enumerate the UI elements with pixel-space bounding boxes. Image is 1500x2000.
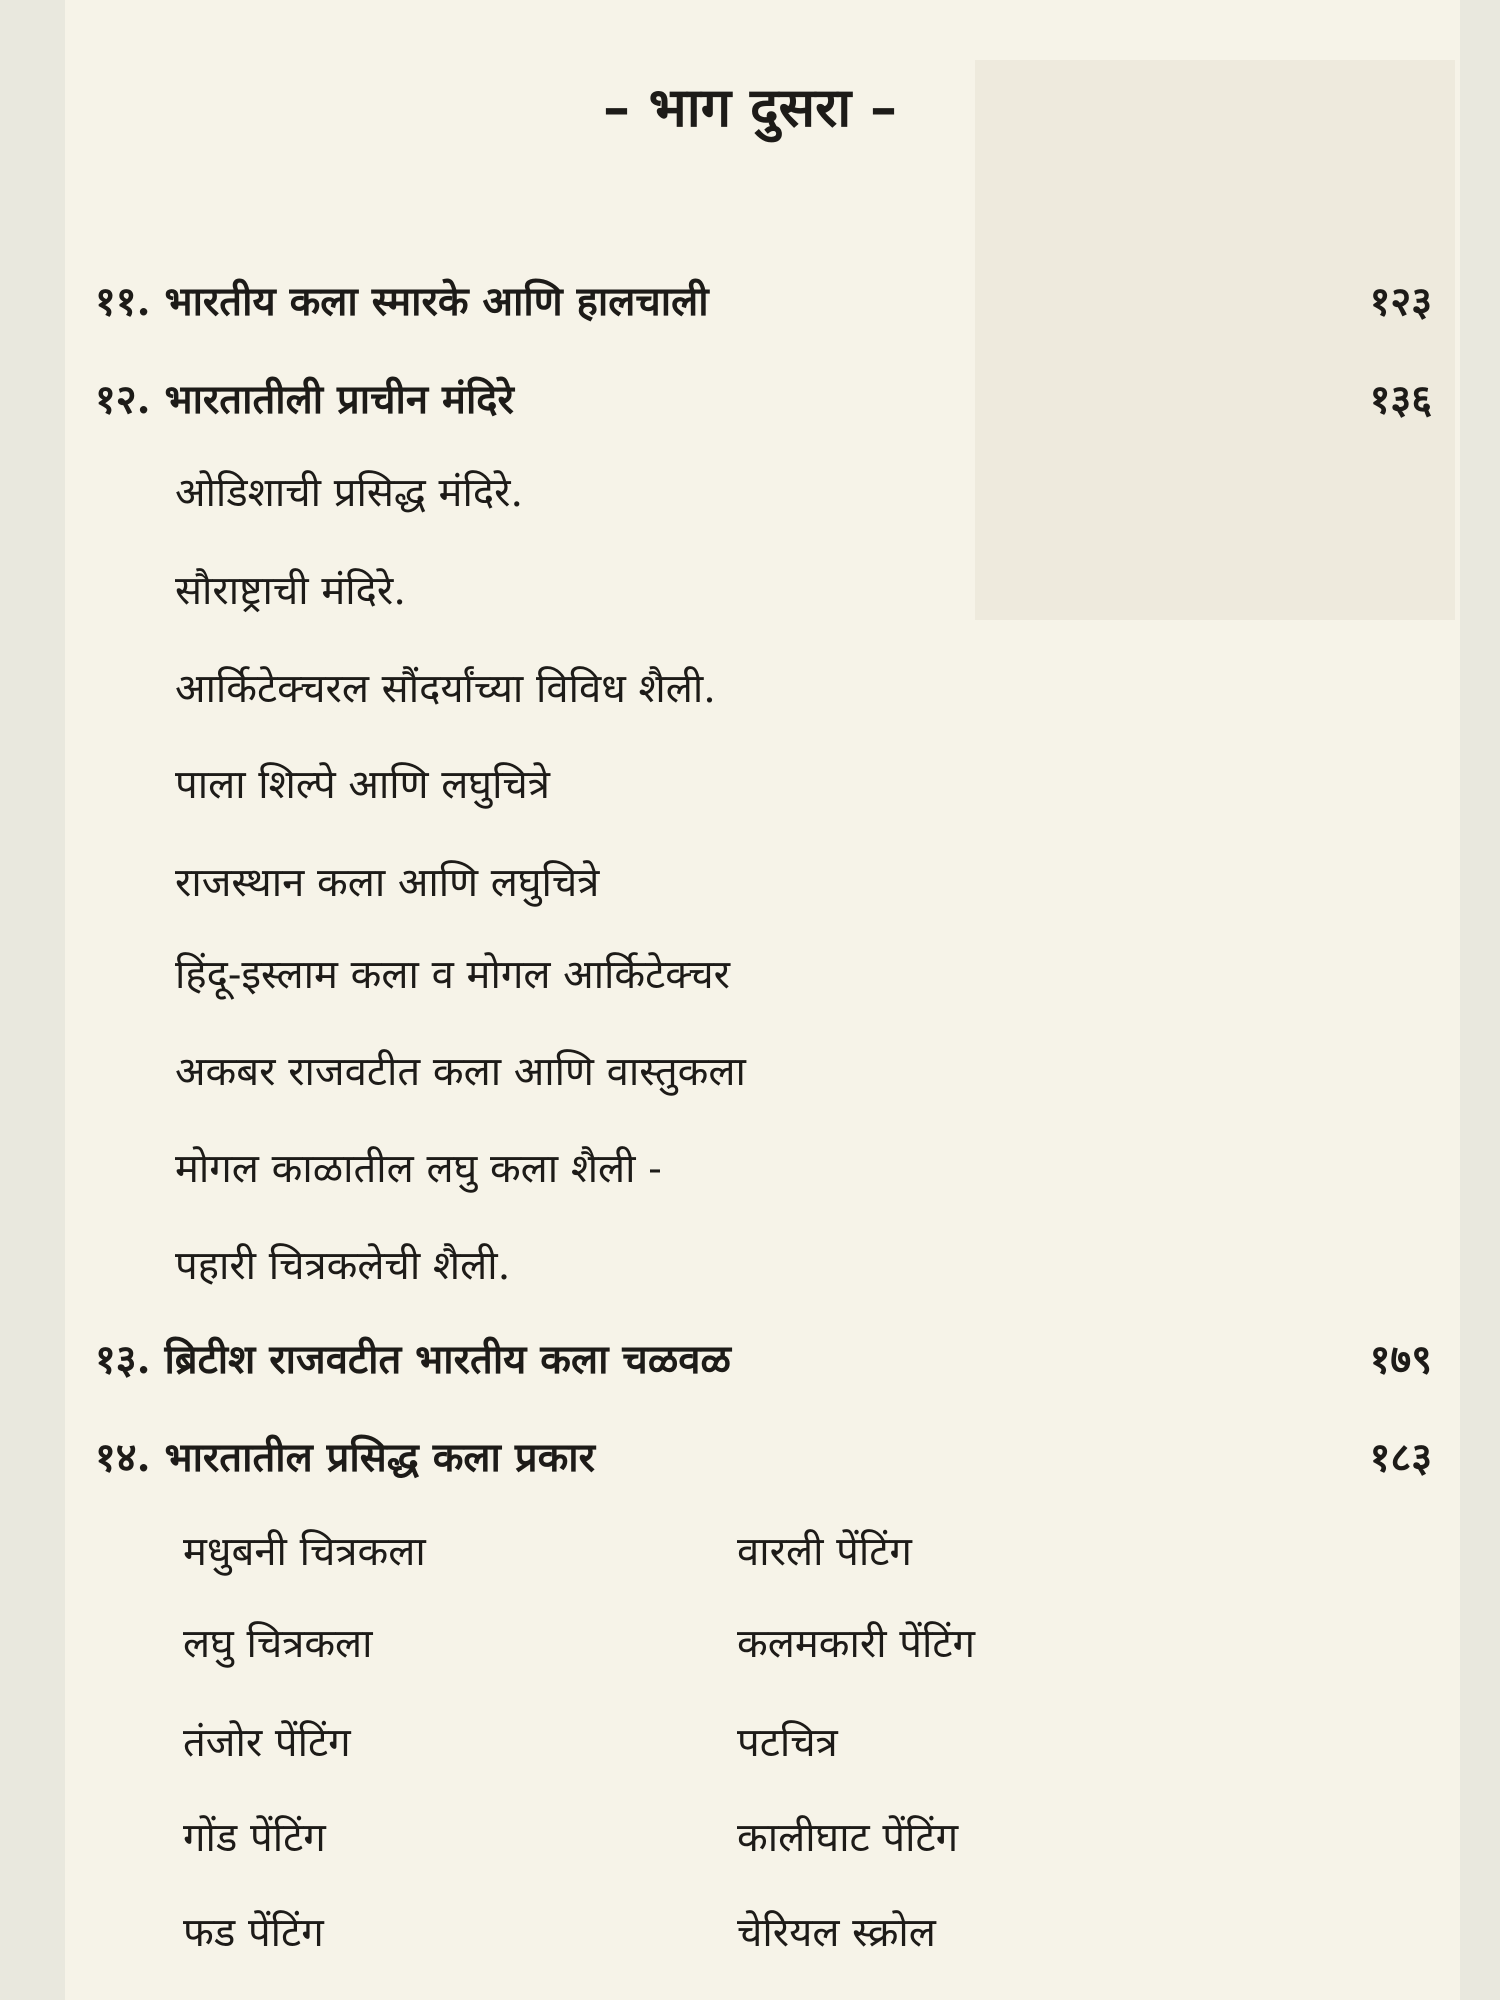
sub-topic: ओडिशाची प्रसिद्ध मंदिरे. — [175, 470, 524, 516]
chapter-title: ११. भारतीय कला स्मारके आणि हालचाली — [95, 278, 709, 325]
sub-topic: राजस्थान कला आणि लघुचित्रे — [175, 860, 600, 906]
part-heading: – भाग दुसरा – — [603, 75, 897, 139]
art-form-item: लघु चित्रकला — [183, 1621, 373, 1667]
art-form-item: चेरियल स्क्रोल — [737, 1910, 936, 1956]
chapter-page-number: १७९ — [1369, 1336, 1432, 1383]
art-form-item: पटचित्र — [737, 1720, 838, 1766]
chapter-page-number: १३६ — [1369, 376, 1432, 423]
art-form-item: वारली पेंटिंग — [737, 1529, 912, 1575]
chapter-page-number: १८३ — [1369, 1434, 1432, 1481]
sub-topic: आर्किटेक्चरल सौंदर्यांच्या विविध शैली. — [175, 666, 716, 712]
art-form-item: कलमकारी पेंटिंग — [737, 1621, 976, 1667]
art-form-item: गोंड पेंटिंग — [183, 1815, 326, 1861]
chapter-title: १४. भारतातील प्रसिद्ध कला प्रकार — [95, 1434, 596, 1481]
sub-topic: हिंदू-इस्लाम कला व मोगल आर्किटेक्चर — [175, 952, 731, 998]
sub-topic: मोगल काळातील लघु कला शैली - — [175, 1146, 662, 1192]
chapter-page-number: १२३ — [1369, 278, 1432, 325]
sub-topic: सौराष्ट्राची मंदिरे. — [175, 568, 406, 614]
chapter-title: १३. ब्रिटीश राजवटीत भारतीय कला चळवळ — [95, 1336, 731, 1383]
sub-topic: अकबर राजवटीत कला आणि वास्तुकला — [175, 1049, 746, 1095]
art-form-item: तंजोर पेंटिंग — [183, 1720, 351, 1766]
sub-topic: पाला शिल्पे आणि लघुचित्रे — [175, 762, 550, 808]
sub-topic: पहारी चित्रकलेची शैली. — [175, 1243, 511, 1289]
art-form-item: कालीघाट पेंटिंग — [737, 1815, 959, 1861]
chapter-title: १२. भारतातीली प्राचीन मंदिरे — [95, 376, 514, 423]
art-form-item: फड पेंटिंग — [183, 1910, 324, 1956]
art-form-item: मधुबनी चित्रकला — [183, 1529, 426, 1575]
page-shade — [975, 60, 1455, 620]
